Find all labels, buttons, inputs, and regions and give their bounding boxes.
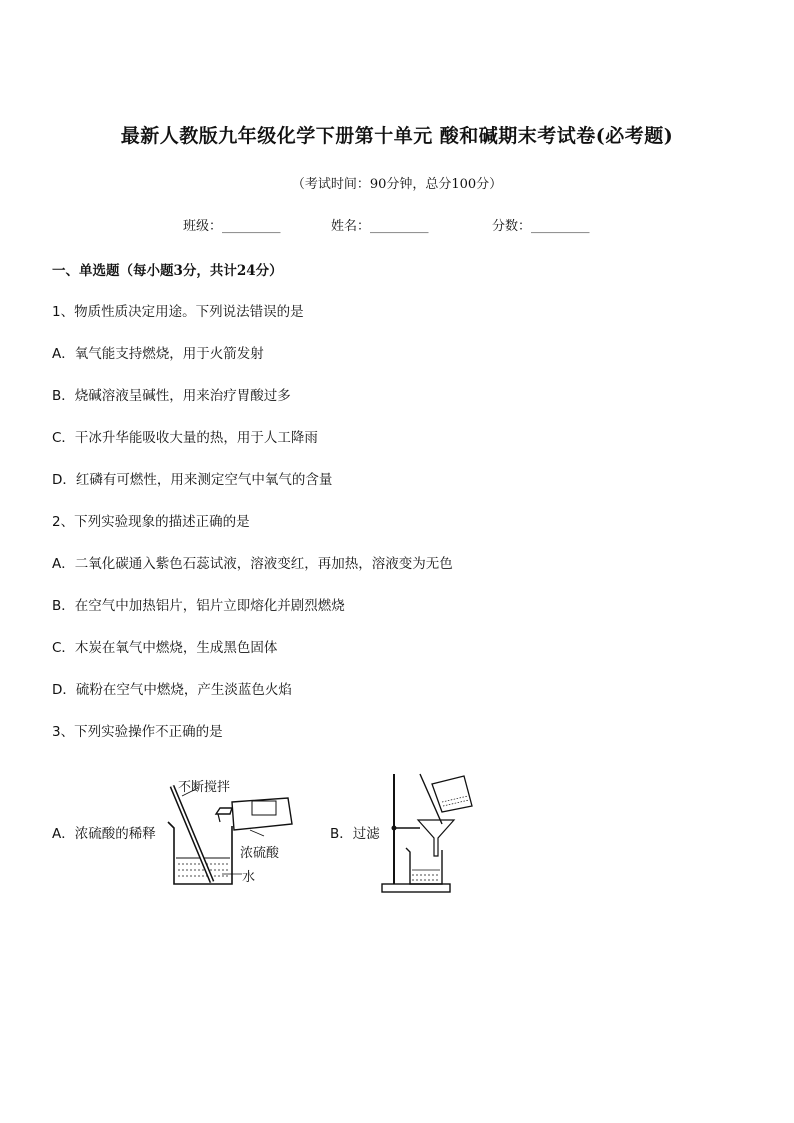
name-field: 姓名：_________ [331,219,429,234]
section-heading: 一、单选题（每小题3分，共计24分） [52,263,283,279]
stir-label: 不断搅拌 [178,780,231,795]
question-3-stem: 3、下列实验操作不正确的是 [52,724,223,740]
acid-label: 浓硫酸 [240,846,280,861]
question-2-option-b: B．在空气中加热铝片，铝片立即熔化并剧烈燃烧 [52,598,345,614]
page-title: 最新人教版九年级化学下册第十单元 酸和碱期末考试卷(必考题) [120,125,674,147]
question-2-stem: 2、下列实验现象的描述正确的是 [52,514,250,530]
score-field: 分数：_________ [492,219,590,234]
question-2-option-a: A．二氧化碳通入紫色石蕊试液，溶液变红，再加热，溶液变为无色 [52,556,453,572]
class-field: 班级：_________ [183,219,281,234]
question-3-option-a-label: A．浓硫酸的稀释 [52,826,156,842]
question-1-option-a: A．氧气能支持燃烧，用于火箭发射 [52,346,264,362]
question-1-stem: 1、物质性质决定用途。下列说法错误的是 [52,304,304,320]
question-1-option-b: B．烧碱溶液呈碱性，用来治疗胃酸过多 [52,388,291,404]
stand-base [382,884,450,892]
question-2-option-d: D．硫粉在空气中燃烧，产生淡蓝色火焰 [52,682,292,698]
pouring-beaker [432,776,472,812]
funnel [418,820,454,856]
filtration-diagram [380,770,480,896]
question-1-option-d: D．红磷有可燃性，用来测定空气中氧气的含量 [52,472,333,488]
question-3-option-b-label: B．过滤 [330,826,380,842]
question-2-option-c: C．木炭在氧气中燃烧，生成黑色固体 [52,640,278,656]
question-1-option-c: C．干冰升华能吸收大量的热，用于人工降雨 [52,430,318,446]
exam-info: （考试时间：90分钟，总分100分） [291,177,503,192]
water-label: 水 [242,870,256,885]
bottle-label [252,801,276,815]
